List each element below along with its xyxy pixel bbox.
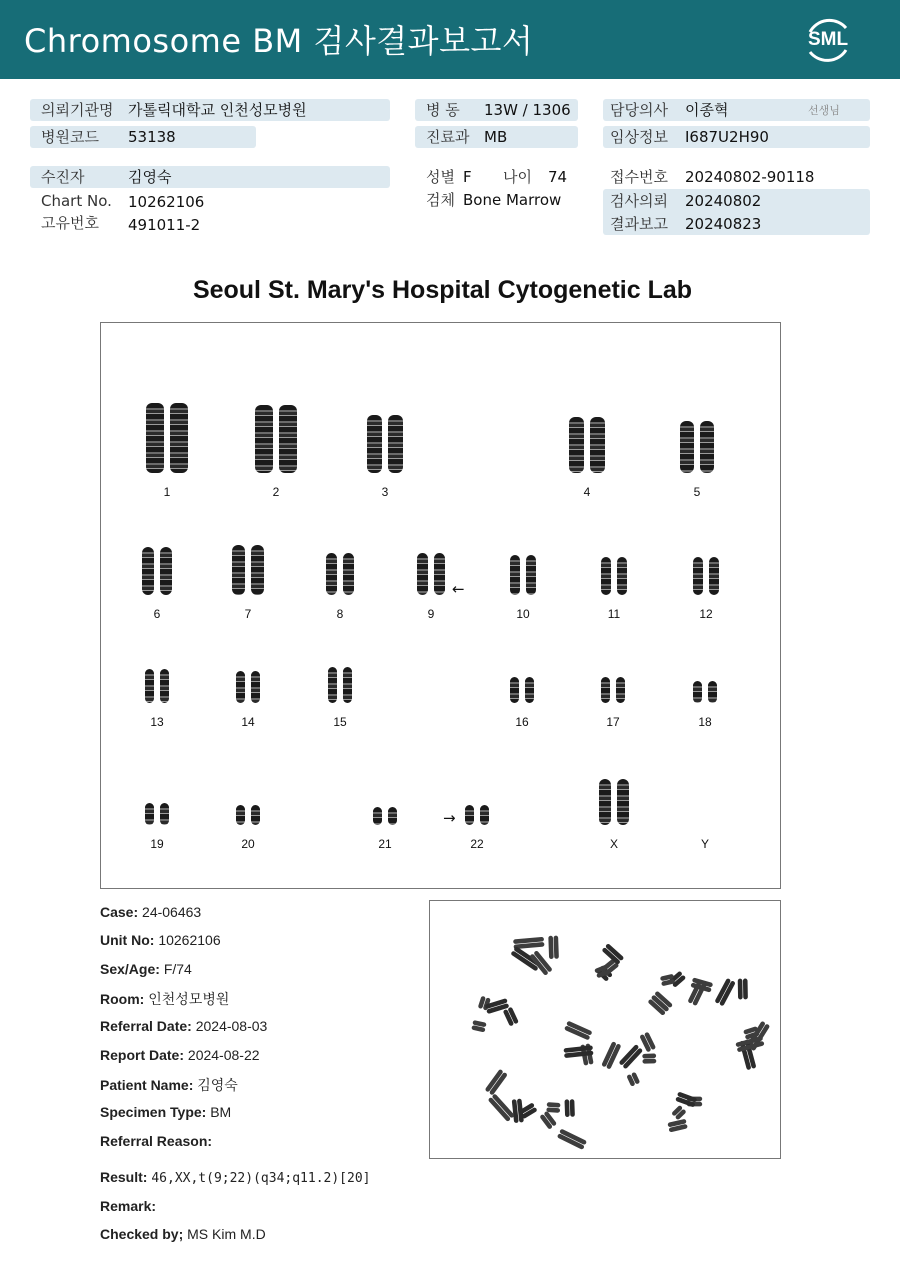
chromosome-label-18: 18 bbox=[698, 715, 712, 729]
chromosome-label-6: 6 bbox=[153, 607, 161, 621]
doctor-label: 담당의사 bbox=[610, 101, 668, 119]
chromosome-label-22: 22 bbox=[470, 837, 484, 851]
metaphase-chromosome bbox=[564, 1021, 593, 1041]
age-label: 나이 bbox=[503, 168, 532, 186]
chromosome-label-Y: Y bbox=[700, 837, 709, 851]
metaphase-chromosome bbox=[642, 1053, 656, 1063]
patient-name-value: 김영숙 bbox=[197, 1077, 238, 1093]
metaphase-chromosome bbox=[539, 1111, 557, 1130]
chromosome-15-a bbox=[328, 667, 337, 703]
chromosome-2-b bbox=[279, 405, 297, 473]
chromosome-label-5: 5 bbox=[693, 485, 701, 499]
chromosome-20-b bbox=[251, 805, 260, 825]
chromosome-18-b bbox=[708, 681, 717, 703]
chromosome-label-19: 19 bbox=[150, 837, 164, 851]
chromosome-7-a bbox=[232, 545, 245, 595]
chromosome-22-b bbox=[480, 805, 489, 825]
sexage-label: Sex/Age: bbox=[100, 961, 160, 977]
chromosome-label-13: 13 bbox=[150, 715, 164, 729]
chromosome-19-b bbox=[160, 803, 169, 825]
metaphase-chromosome bbox=[548, 936, 559, 960]
patient-value: 김영숙 bbox=[128, 168, 172, 186]
referral-date-label: Referral Date: bbox=[100, 1018, 192, 1034]
chromosome-label-7: 7 bbox=[244, 607, 252, 621]
chromosome-21-a bbox=[373, 807, 382, 825]
referral-reason-label: Referral Reason: bbox=[100, 1133, 213, 1149]
clinical-info-value: I687U2H90 bbox=[685, 128, 769, 146]
chromosome-7-b bbox=[251, 545, 264, 595]
chromosome-6-b bbox=[160, 547, 172, 595]
patient-name-label: Patient Name: bbox=[100, 1077, 194, 1093]
referral-reason-line bbox=[100, 1133, 212, 1149]
department-value: MB bbox=[484, 128, 508, 146]
report-header bbox=[0, 0, 900, 79]
chromosome-15-b bbox=[343, 667, 352, 703]
chromosome-4-a bbox=[569, 417, 584, 473]
chromosome-label-11: 11 bbox=[607, 607, 621, 621]
lab-title: Seoul St. Mary's Hospital Cytogenetic Lab bbox=[192, 276, 693, 304]
report-date-line bbox=[100, 1047, 260, 1063]
chromosome-10-b bbox=[526, 555, 536, 595]
chromosome-5-a bbox=[680, 421, 694, 473]
unit-line bbox=[100, 932, 221, 948]
checked-value: MS Kim M.D bbox=[187, 1226, 266, 1242]
chromosome-label-17: 17 bbox=[606, 715, 620, 729]
request-date-value: 20240802 bbox=[685, 192, 762, 210]
sexage-value: F/74 bbox=[163, 961, 192, 977]
chromosome-label-3: 3 bbox=[381, 485, 389, 499]
metaphase-chromosome bbox=[675, 1091, 697, 1107]
metaphase-chromosome bbox=[564, 1099, 574, 1117]
metaphase-image bbox=[429, 900, 781, 1159]
sml-logo bbox=[800, 12, 856, 68]
unit-value: 10262106 bbox=[158, 932, 221, 948]
chromosome-X-b bbox=[617, 779, 629, 825]
chromosome-5-b bbox=[700, 421, 714, 473]
metaphase-chromosome bbox=[618, 1044, 643, 1069]
metaphase-chromosome bbox=[714, 978, 735, 1007]
chromosome-2-a bbox=[255, 405, 273, 473]
chromosome-6-a bbox=[142, 547, 154, 595]
request-date-label: 검사의뢰 bbox=[610, 192, 668, 210]
metaphase-spread bbox=[430, 901, 780, 1158]
chromosome-label-X: X bbox=[609, 837, 618, 851]
chromosome-22-a bbox=[465, 805, 474, 825]
chromosome-9-a bbox=[417, 553, 428, 595]
patient-name-line bbox=[100, 1075, 238, 1095]
ward-label: 병 동 bbox=[426, 101, 460, 119]
metaphase-chromosome bbox=[478, 996, 491, 1011]
result-value: 46,XX,t(9;22)(q34;q11.2)[20] bbox=[151, 1171, 371, 1186]
ward-value: 13W / 1306 bbox=[484, 101, 571, 119]
report-date-value: 20240823 bbox=[685, 215, 762, 233]
report-date-detail-label: Report Date: bbox=[100, 1047, 185, 1063]
room-line bbox=[100, 989, 229, 1009]
chromosome-label-21: 21 bbox=[378, 837, 392, 851]
sexage-line bbox=[100, 961, 192, 977]
specimen-value: Bone Marrow bbox=[463, 191, 562, 209]
metaphase-chromosome bbox=[639, 1032, 656, 1053]
receipt-no-label: 접수번호 bbox=[610, 168, 668, 186]
chromosome-1-b bbox=[170, 403, 188, 473]
chromosome-1-a bbox=[146, 403, 164, 473]
chromosome-label-4: 4 bbox=[583, 485, 591, 499]
case-label: Case: bbox=[100, 904, 139, 920]
metaphase-chromosome bbox=[687, 979, 707, 1006]
chromosome-21-b bbox=[388, 807, 397, 825]
metaphase-chromosome bbox=[503, 1007, 519, 1027]
chromosome-3-b bbox=[388, 415, 403, 473]
chromosome-18-a bbox=[693, 681, 702, 703]
clinical-info-label: 임상정보 bbox=[610, 128, 668, 146]
chromosome-13-b bbox=[160, 669, 169, 703]
metaphase-chromosome bbox=[671, 1105, 687, 1121]
metaphase-chromosome bbox=[667, 1119, 688, 1133]
chromosome-14-b bbox=[251, 671, 260, 703]
arrow-chr9: ← bbox=[452, 580, 465, 598]
chromosome-9-b bbox=[434, 553, 445, 595]
sex-label: 성별 bbox=[426, 168, 455, 186]
result-line bbox=[100, 1169, 371, 1186]
chromosome-3-a bbox=[367, 415, 382, 473]
metaphase-chromosome bbox=[668, 971, 686, 988]
metaphase-chromosome bbox=[626, 1072, 640, 1087]
karyogram-panel bbox=[100, 322, 781, 889]
metaphase-chromosome bbox=[557, 1128, 587, 1149]
specimen-type-value: BM bbox=[210, 1104, 232, 1120]
chromosome-13-a bbox=[145, 669, 154, 703]
doctor-value: 이종혁 bbox=[685, 101, 729, 119]
metaphase-chromosome bbox=[647, 995, 669, 1016]
institution-value: 가톨릭대학교 인천성모병원 bbox=[128, 101, 307, 119]
referral-date-value: 2024-08-03 bbox=[195, 1018, 268, 1034]
metaphase-chromosome bbox=[485, 1069, 508, 1096]
chromosome-16-a bbox=[510, 677, 519, 703]
room-label: Room: bbox=[100, 991, 145, 1007]
specimen-type-label: Specimen Type: bbox=[100, 1104, 207, 1120]
department-label: 진료과 bbox=[426, 128, 470, 146]
specimen-label: 검체 bbox=[426, 191, 455, 209]
doctor-suffix: 선생님 bbox=[808, 104, 840, 117]
chromosome-label-15: 15 bbox=[333, 715, 347, 729]
chart-no-value: 10262106 bbox=[128, 193, 205, 211]
metaphase-chromosome bbox=[488, 1093, 515, 1122]
metaphase-chromosome bbox=[471, 1020, 486, 1032]
remark-line bbox=[100, 1198, 156, 1214]
result-label: Result: bbox=[100, 1169, 148, 1185]
logo-text: SML bbox=[807, 29, 849, 50]
chromosome-16-b bbox=[525, 677, 534, 703]
hospital-code-value: 53138 bbox=[128, 128, 176, 146]
metaphase-chromosome bbox=[738, 979, 748, 1000]
room-value: 인천성모병원 bbox=[148, 991, 230, 1007]
age-value: 74 bbox=[548, 168, 568, 186]
chromosome-label-20: 20 bbox=[241, 837, 255, 851]
chromosome-label-12: 12 bbox=[699, 607, 713, 621]
metaphase-chromosome bbox=[546, 1102, 560, 1113]
chromosome-11-a bbox=[601, 557, 611, 595]
chromosome-label-1: 1 bbox=[163, 485, 171, 499]
institution-label: 의뢰기관명 bbox=[41, 101, 114, 119]
chart-no-label: Chart No. bbox=[41, 192, 112, 210]
case-line bbox=[100, 904, 201, 920]
metaphase-chromosome bbox=[601, 1041, 621, 1070]
chromosome-X-a bbox=[599, 779, 611, 825]
report-date-detail-value: 2024-08-22 bbox=[187, 1047, 260, 1063]
chromosome-label-8: 8 bbox=[336, 607, 344, 621]
referral-date-line bbox=[100, 1018, 267, 1034]
chromosome-11-b bbox=[617, 557, 627, 595]
checked-line bbox=[100, 1226, 266, 1242]
chromosome-10-a bbox=[510, 555, 520, 595]
report-date-label: 결과보고 bbox=[610, 215, 668, 233]
chromosome-label-2: 2 bbox=[272, 485, 280, 499]
case-value: 24-06463 bbox=[142, 904, 202, 920]
chromosome-8-a bbox=[326, 553, 337, 595]
unique-no-value: 491011-2 bbox=[128, 216, 201, 234]
unique-no-label: 고유번호 bbox=[41, 214, 99, 232]
chromosome-20-a bbox=[236, 805, 245, 825]
chromosome-4-b bbox=[590, 417, 605, 473]
sex-value: F bbox=[463, 168, 472, 186]
chromosome-label-16: 16 bbox=[515, 715, 529, 729]
chromosome-label-9: 9 bbox=[427, 607, 435, 621]
chromosome-17-a bbox=[601, 677, 610, 703]
chromosome-19-a bbox=[145, 803, 154, 825]
specimen-line bbox=[100, 1104, 231, 1120]
checked-label: Checked by; bbox=[100, 1226, 184, 1242]
arrow-chr22: → bbox=[443, 809, 456, 827]
unit-label: Unit No: bbox=[100, 932, 155, 948]
patient-label: 수진자 bbox=[41, 168, 85, 186]
chromosome-label-10: 10 bbox=[516, 607, 530, 621]
receipt-no-value: 20240802-90118 bbox=[685, 168, 815, 186]
chromosome-8-b bbox=[343, 553, 354, 595]
chromosome-14-a bbox=[236, 671, 245, 703]
remark-label: Remark: bbox=[100, 1198, 157, 1214]
report-title: Chromosome BM 검사결과보고서 bbox=[24, 22, 534, 60]
hospital-code-label: 병원코드 bbox=[41, 128, 99, 146]
chromosome-label-14: 14 bbox=[241, 715, 255, 729]
chromosome-12-b bbox=[709, 557, 719, 595]
chromosome-17-b bbox=[616, 677, 625, 703]
chromosome-12-a bbox=[693, 557, 703, 595]
